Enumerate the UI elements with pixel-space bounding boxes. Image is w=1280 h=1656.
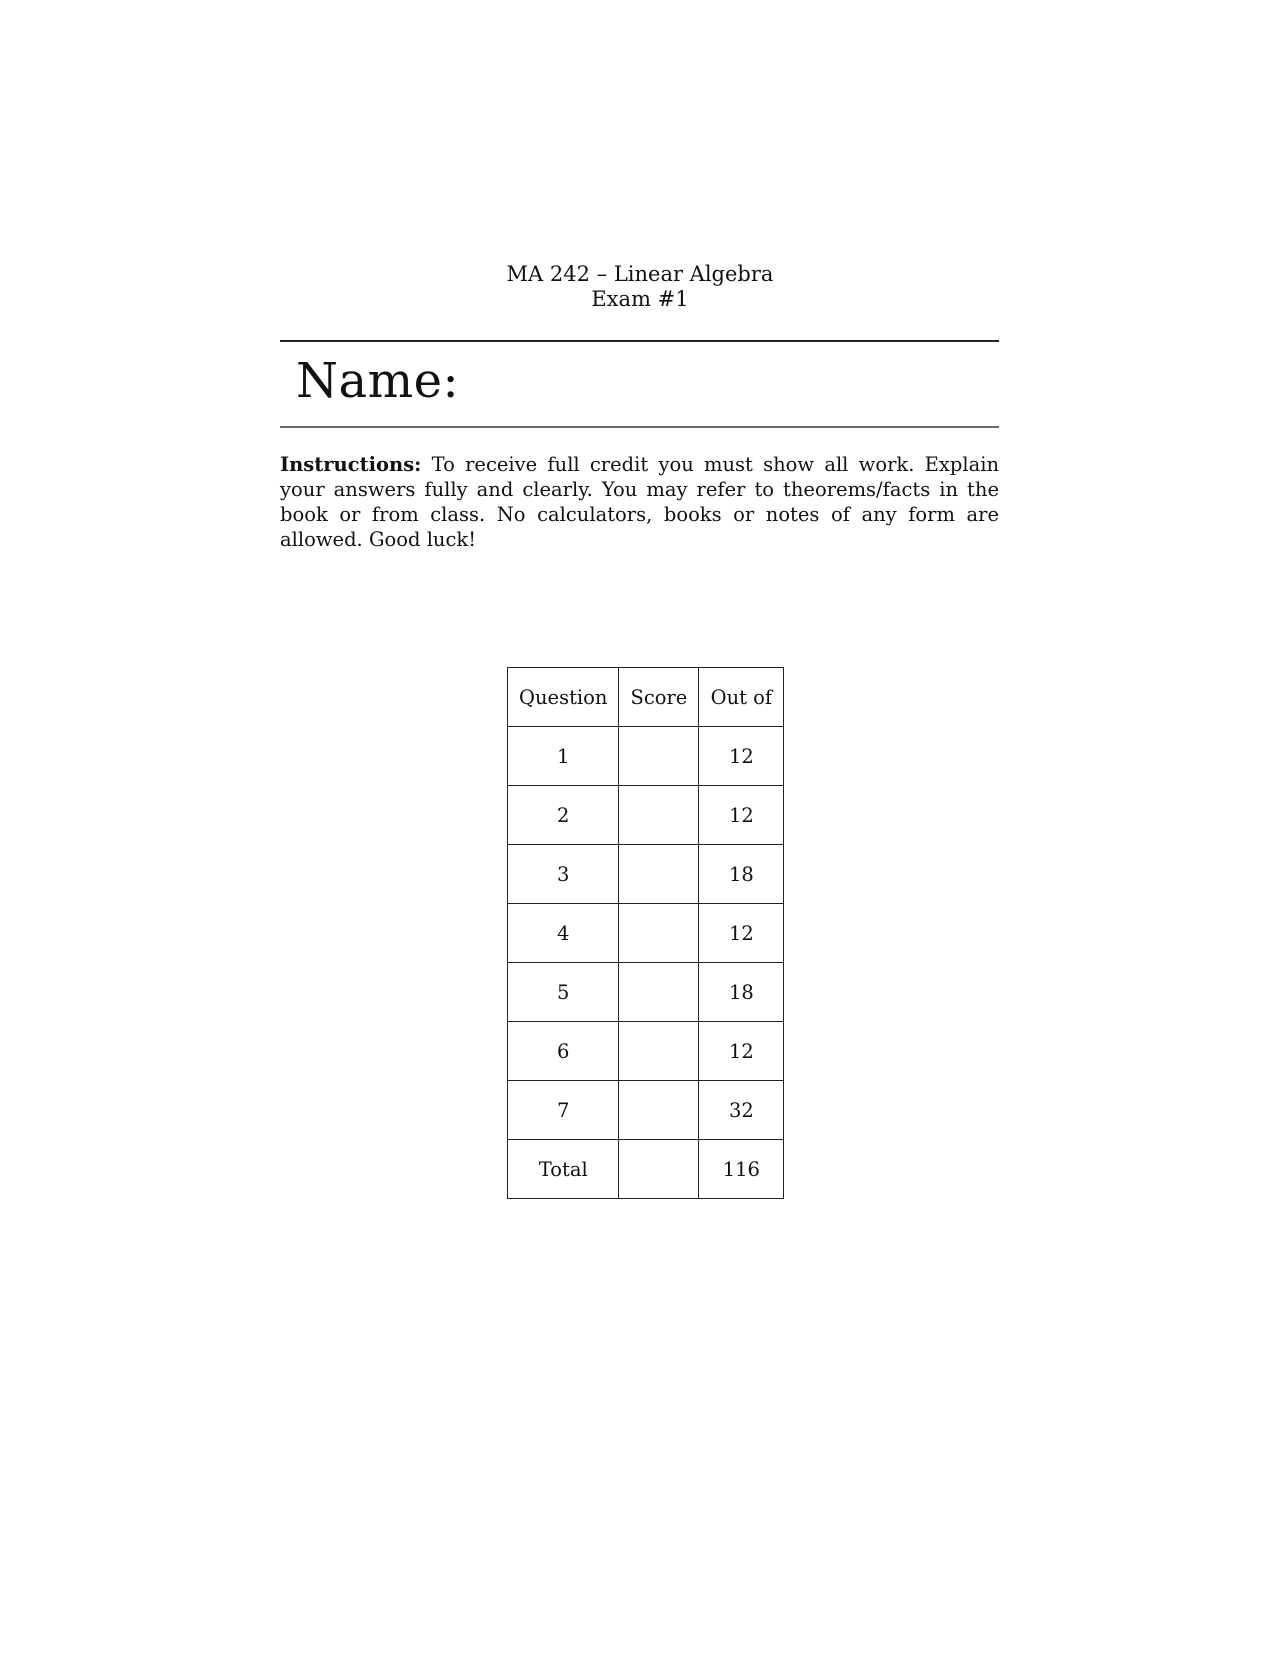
total-out-of-cell: 116	[699, 1140, 784, 1199]
name-top-rule	[280, 340, 999, 342]
table-row	[508, 1022, 784, 1081]
score-cell	[619, 786, 699, 845]
question-cell: 7	[508, 1081, 619, 1140]
question-cell: 6	[508, 1022, 619, 1081]
instructions-paragraph	[280, 452, 999, 552]
out-of-cell: 18	[699, 963, 784, 1022]
instructions-text: To receive full credit you must show all work. Explain your answers fully and clearly. You may refer to theorems/facts in the book or from class. No calculators, books or notes of any form are allowed. Good luck!	[280, 453, 1000, 551]
question-cell: 5	[508, 963, 619, 1022]
out-of-cell: 12	[699, 727, 784, 786]
header-question: Question	[508, 668, 619, 727]
header-out-of: Out of	[699, 668, 784, 727]
table-row	[508, 963, 784, 1022]
out-of-cell: 18	[699, 845, 784, 904]
score-cell	[619, 1081, 699, 1140]
name-label: Name:	[296, 353, 460, 409]
header-score: Score	[619, 668, 699, 727]
score-cell	[619, 904, 699, 963]
table-row	[508, 1081, 784, 1140]
name-bottom-rule	[280, 426, 999, 428]
question-cell: 2	[508, 786, 619, 845]
total-label-cell: Total	[508, 1140, 619, 1199]
table-row-total	[508, 1140, 784, 1199]
score-cell	[619, 845, 699, 904]
out-of-cell: 32	[699, 1081, 784, 1140]
out-of-cell: 12	[699, 1022, 784, 1081]
table-row	[508, 904, 784, 963]
instructions-lead: Instructions:	[280, 453, 422, 476]
question-cell: 3	[508, 845, 619, 904]
score-cell	[619, 963, 699, 1022]
table-row	[508, 727, 784, 786]
question-cell: 4	[508, 904, 619, 963]
question-cell: 1	[508, 727, 619, 786]
course-title: MA 242 – Linear Algebra	[506, 262, 774, 286]
score-cell	[619, 1022, 699, 1081]
exam-title: Exam #1	[591, 287, 689, 311]
score-table	[507, 667, 784, 1199]
total-score-cell	[619, 1140, 699, 1199]
table-row	[508, 786, 784, 845]
out-of-cell: 12	[699, 786, 784, 845]
out-of-cell: 12	[699, 904, 784, 963]
score-cell	[619, 727, 699, 786]
table-row	[508, 845, 784, 904]
score-table-header-row	[508, 668, 784, 727]
